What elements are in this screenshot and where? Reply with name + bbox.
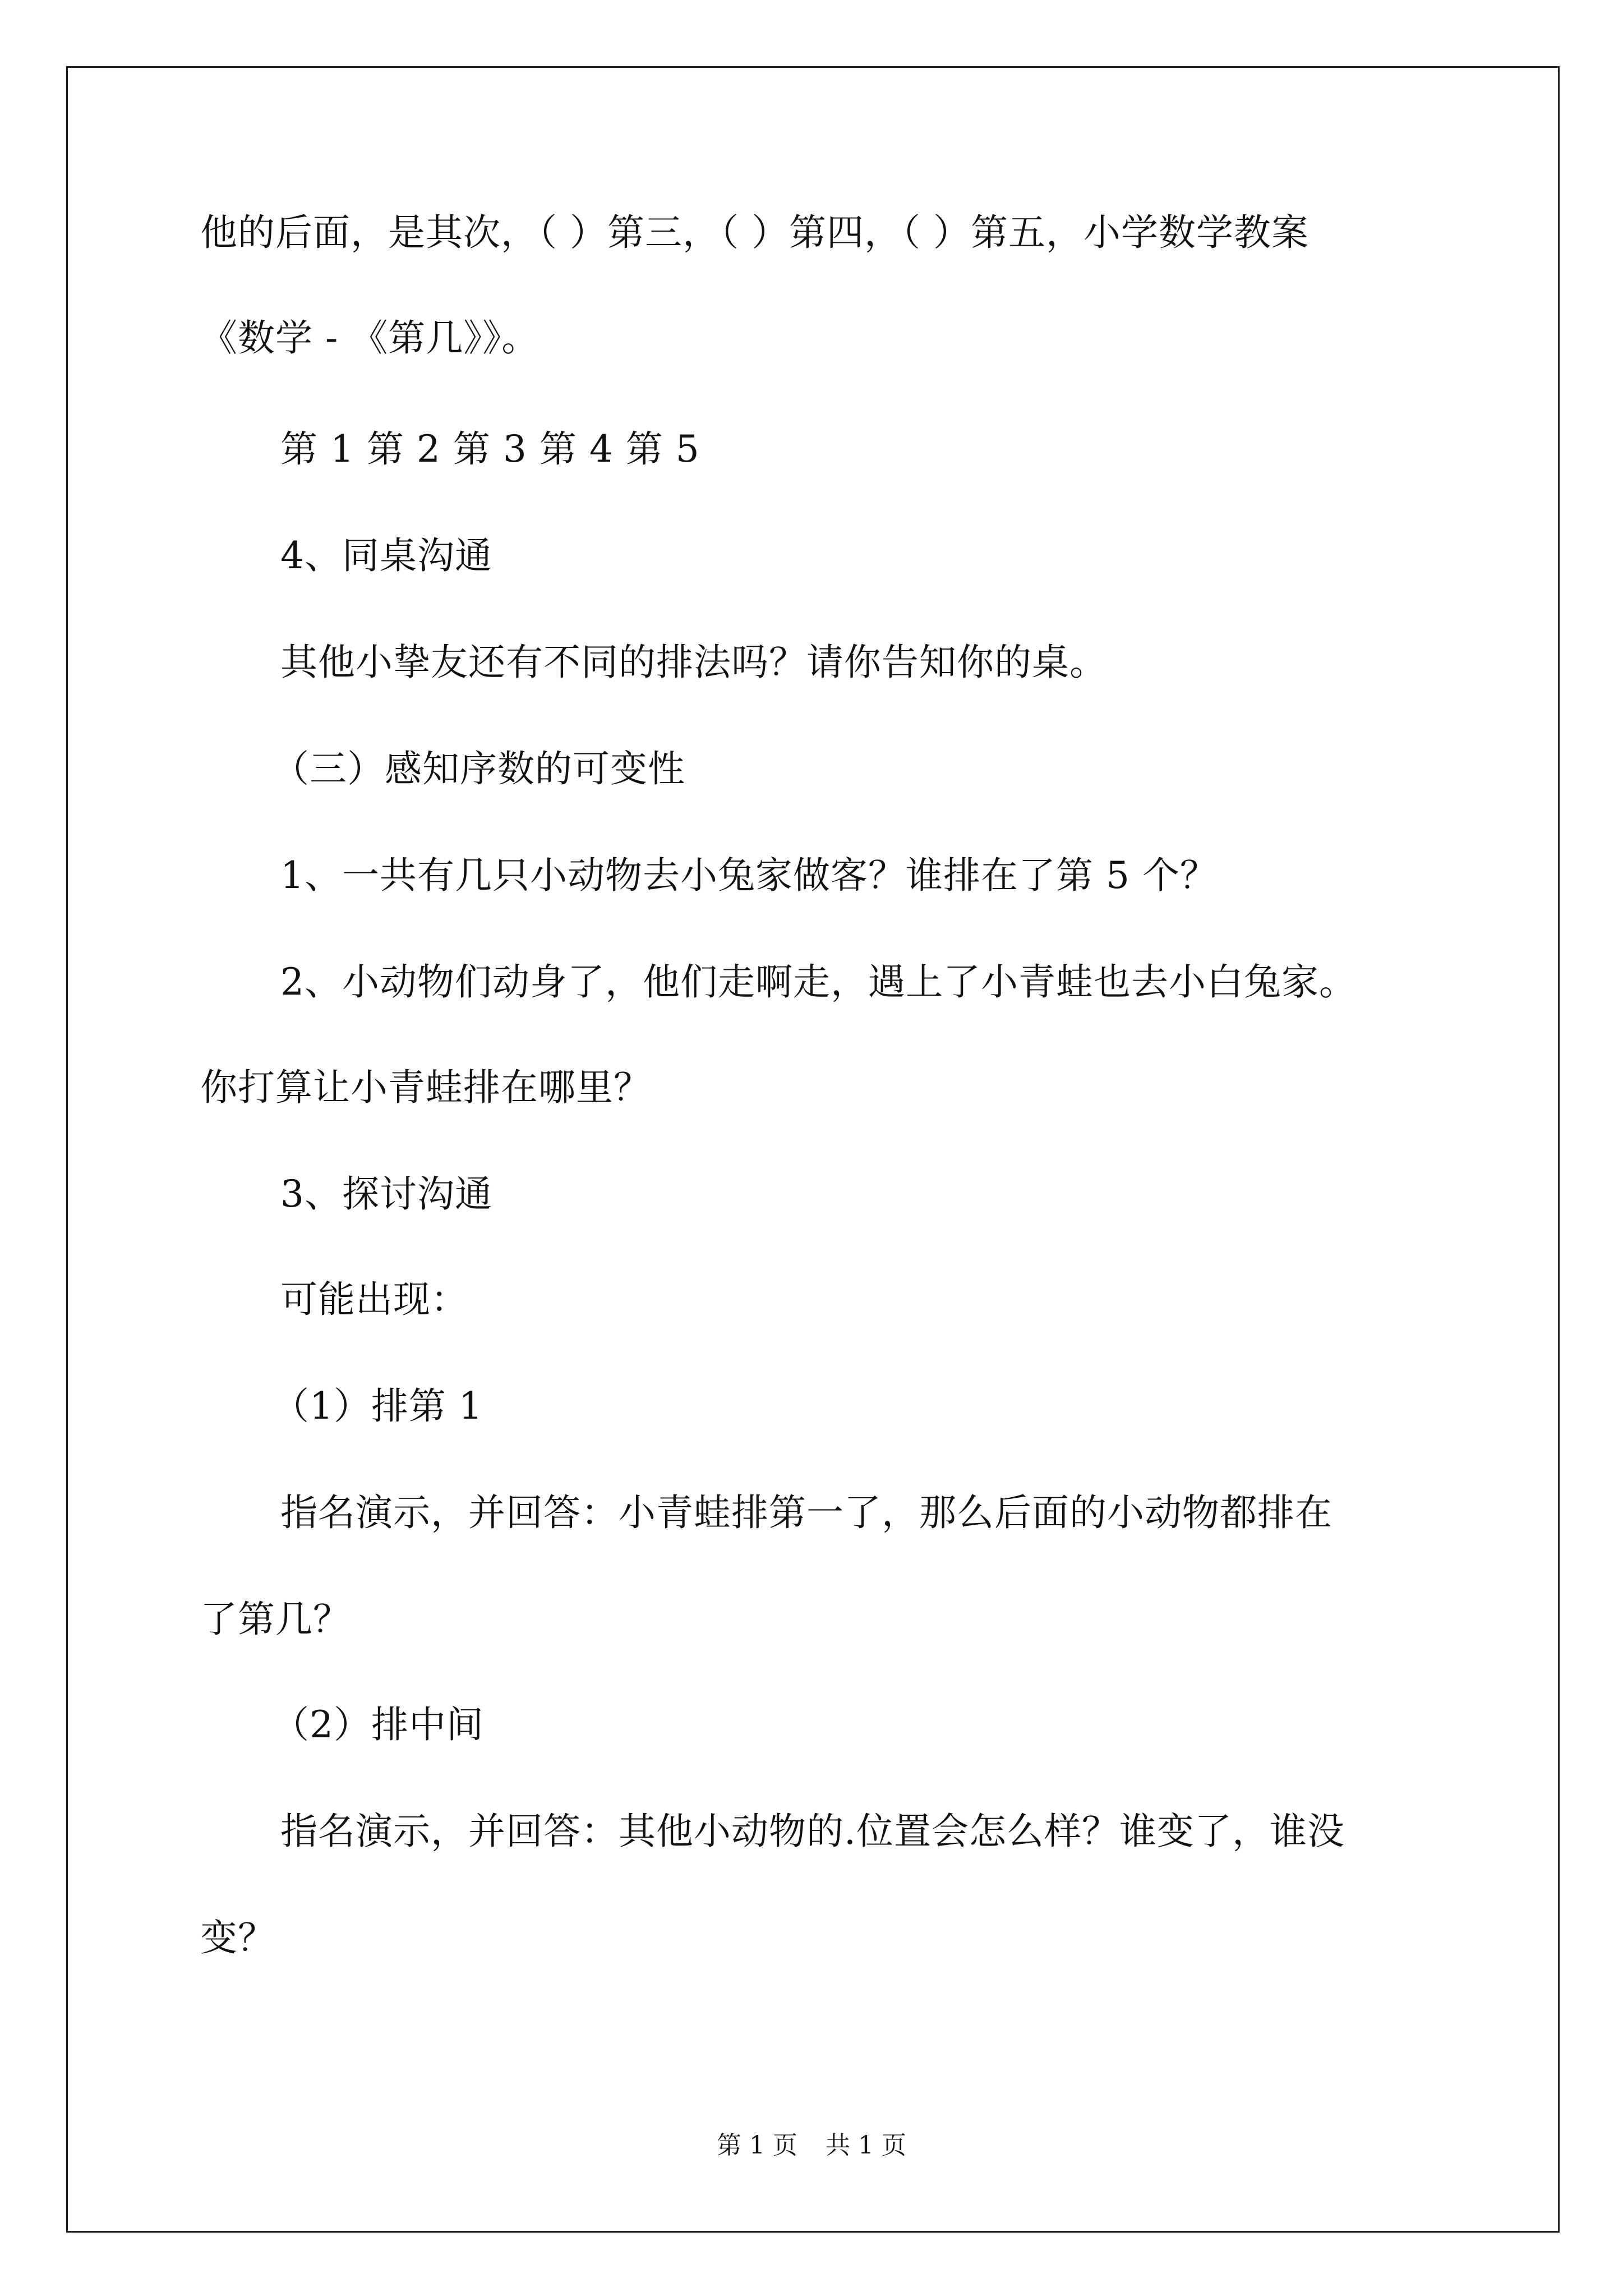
page-border: [66, 66, 1560, 2233]
paragraph-line-3: 第 1 第 2 第 3 第 4 第 5: [280, 427, 700, 471]
paragraph-line-2: 《数学 - 《第几》》。: [200, 316, 540, 360]
paragraph-line-13: 指名演示，并回答：小青蛙排第一了，那么后面的小动物都排在: [280, 1491, 1332, 1534]
paragraph-line-1: 他的后面，是其次，（ ）第三，（ ）第四，（ ）第五，小学数学教案: [200, 211, 1309, 254]
page-footer: [0, 2129, 1623, 2162]
page-current-number: 第 1 页: [717, 2131, 797, 2160]
paragraph-line-17: 变？: [200, 1916, 275, 1959]
paragraph-line-11: 可能出现：: [280, 1278, 468, 1321]
paragraph-line-9: 你打算让小青蛙排在哪里？: [200, 1066, 651, 1109]
paragraph-line-16: 指名演示，并回答：其他小动物的.位置会怎么样？谁变了，谁没: [280, 1810, 1345, 1853]
paragraph-line-8: 2、小动物们动身了，他们走啊走，遇上了小青蛙也去小白兔家。: [280, 960, 1357, 1004]
paragraph-line-5: 其他小挚友还有不同的排法吗？请你告知你的桌。: [280, 641, 1107, 684]
paragraph-line-7: 1、一共有几只小动物去小兔家做客？谁排在了第 5 个？: [280, 854, 1218, 897]
subheading-first: （1）排第 1: [272, 1384, 483, 1428]
page-total-count: 共 1 页: [826, 2131, 906, 2160]
section-heading-sharing: 4、同桌沟通: [280, 534, 492, 577]
section-heading-variability: （三）感知序数的可变性: [272, 747, 685, 790]
section-heading-discussion: 3、探讨沟通: [280, 1172, 492, 1216]
paragraph-line-14: 了第几？: [200, 1598, 351, 1641]
subheading-middle: （2）排中间: [272, 1703, 484, 1746]
